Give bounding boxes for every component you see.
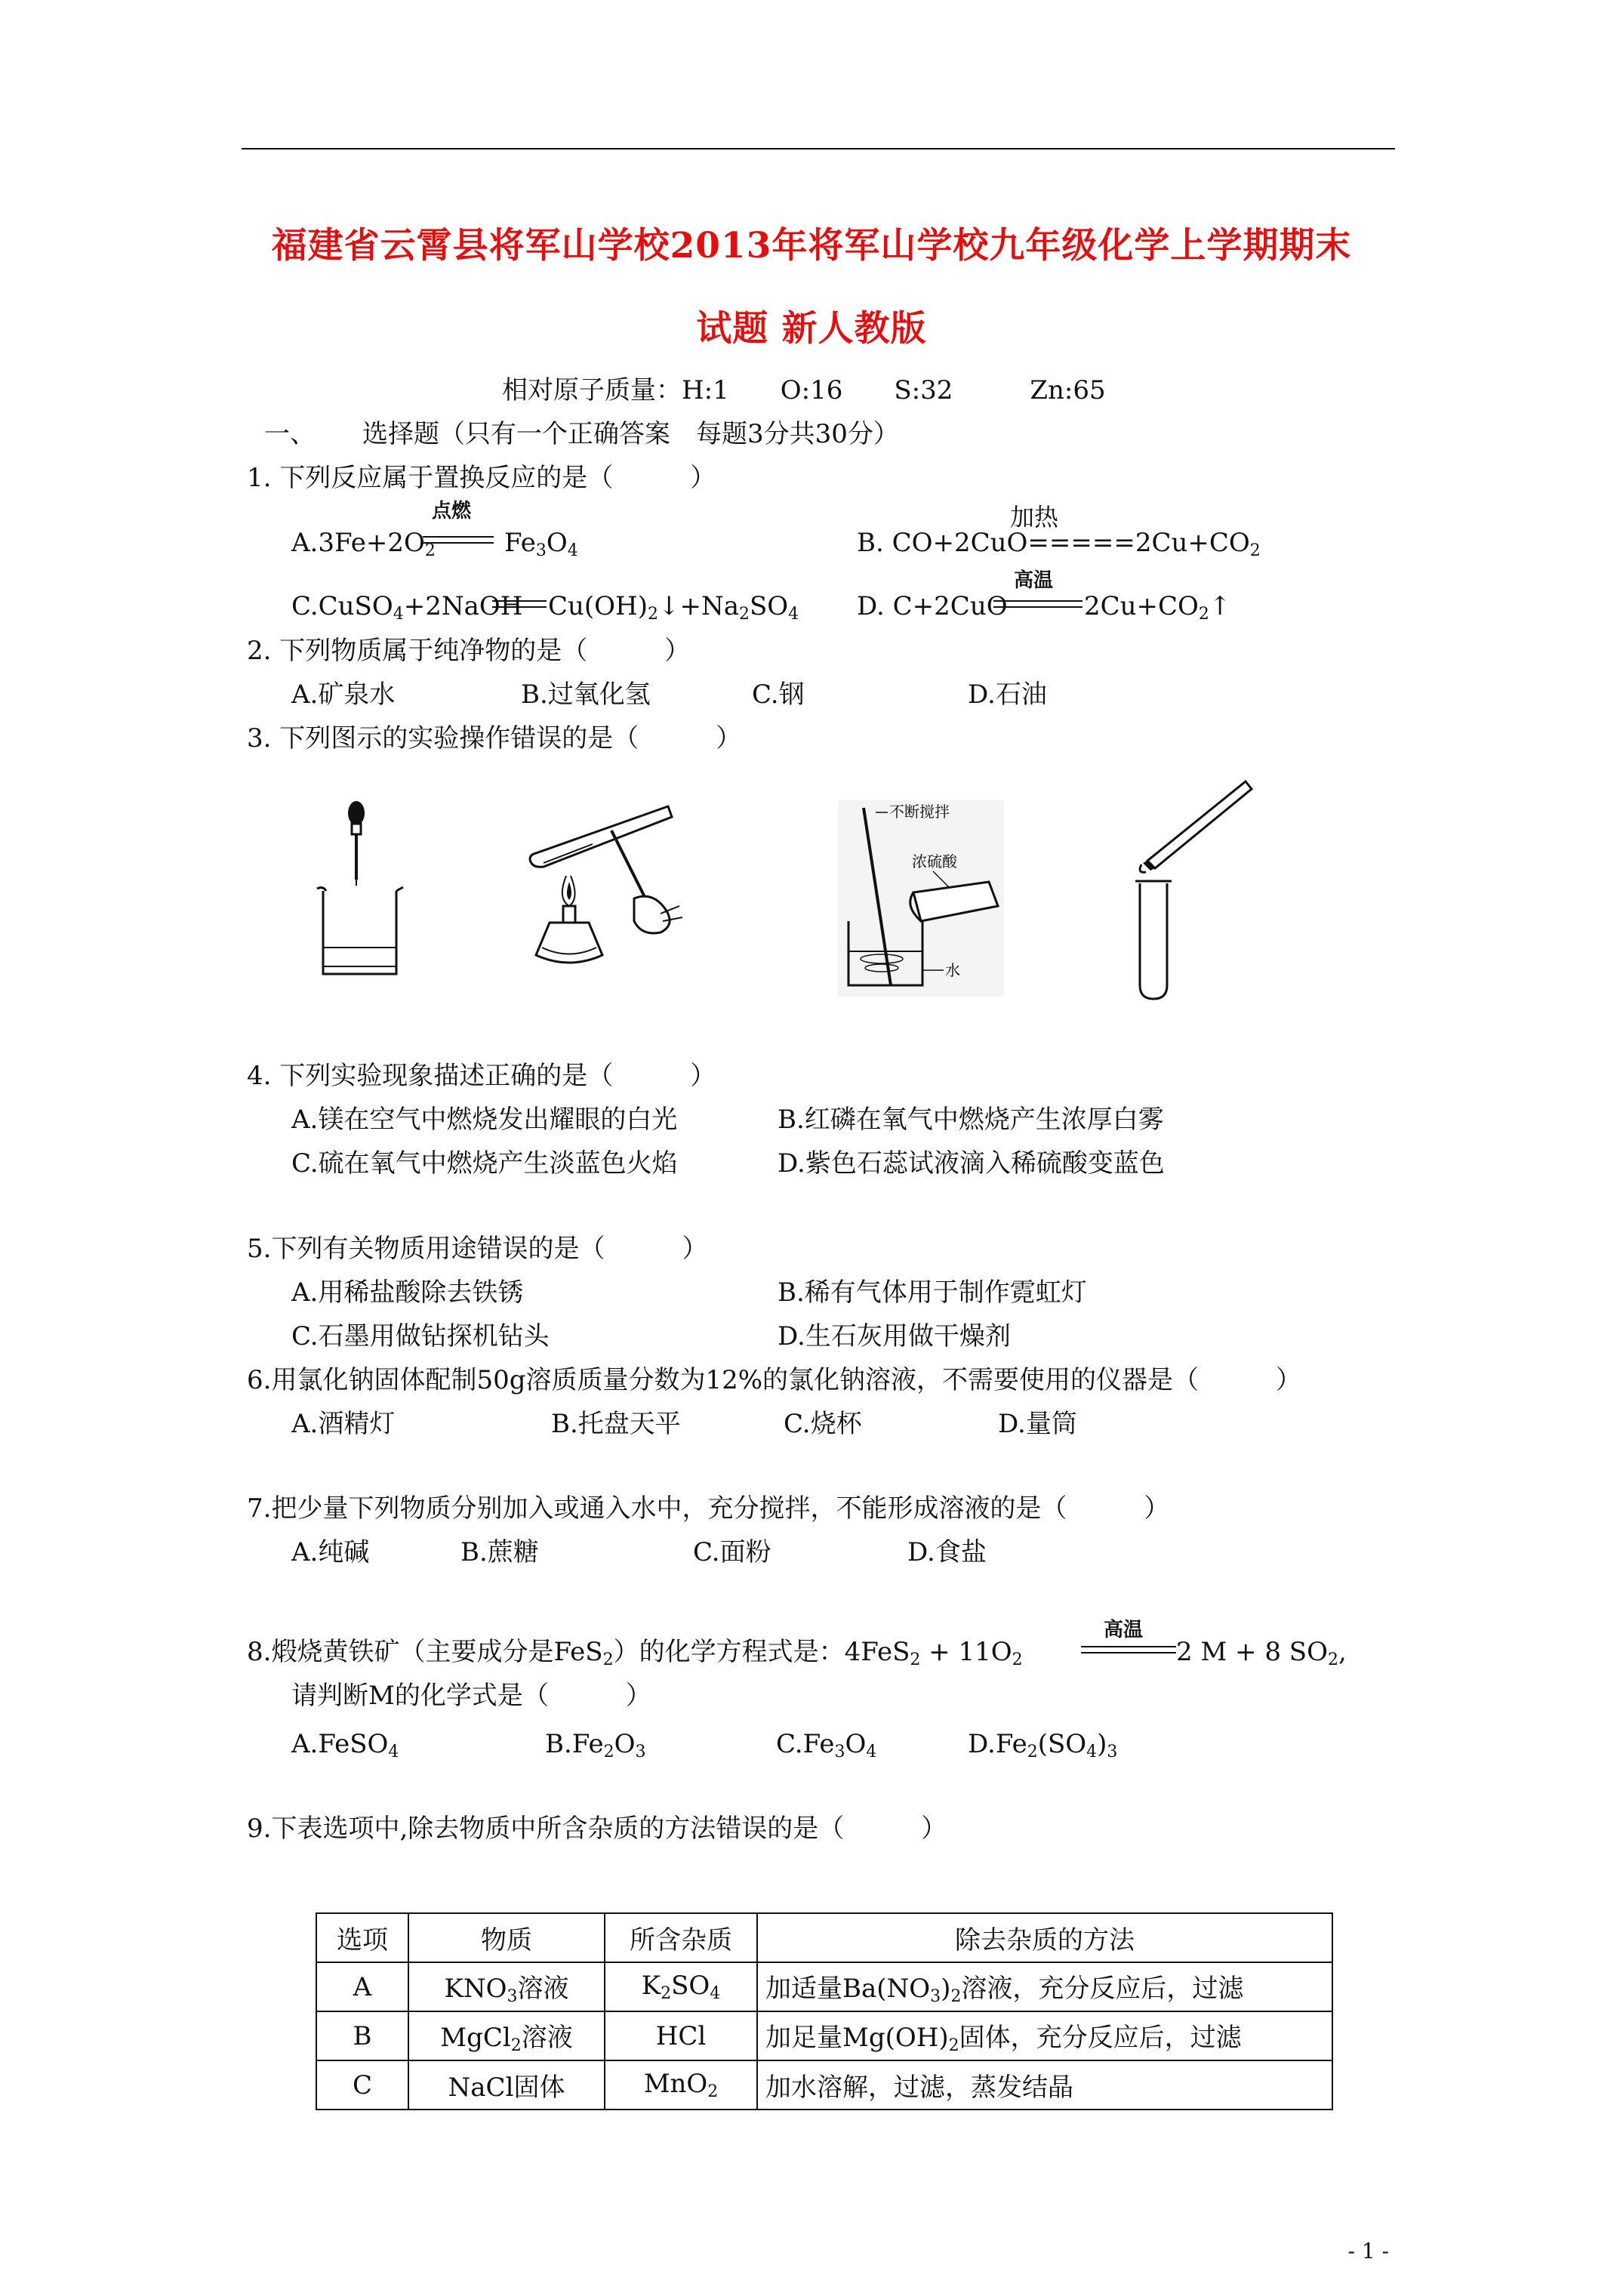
q2-option-c: C.钢 (752, 680, 805, 710)
table-header-row (316, 1913, 1332, 1962)
q8-option-a: A.FeSO$_4$ (291, 1729, 399, 1761)
page-title-line2: 试题 新人教版 (696, 308, 927, 350)
section-number: 一、 (264, 419, 316, 449)
row-impurity: HCl (605, 2011, 757, 2060)
row-substance: NaCl固体 (408, 2060, 605, 2110)
atomic-mass: 相对原子质量：H:1 O:16 S:32 Zn:65 (502, 375, 1106, 405)
q7-option-c: C.面粉 (693, 1537, 771, 1567)
q2-option-a: A.矿泉水 (291, 680, 396, 710)
header-impurity: 所含杂质 (605, 1913, 757, 1962)
q7-option-a: A.纯碱 (291, 1537, 370, 1567)
q5-option-c: C.石墨用做钻探机钻头 (291, 1321, 550, 1351)
row-impurity: $K_2SO_4$ (605, 1962, 757, 2011)
q1-option-d: D. C+2CuO (857, 591, 1008, 621)
q8-condition: 高温 (1104, 1619, 1144, 1641)
q5-option-b: B.稀有气体用于制作霓虹灯 (778, 1277, 1087, 1308)
q6-option-c: C.烧杯 (784, 1409, 862, 1439)
q9-table (316, 1912, 1333, 2110)
label-water: 水 (945, 961, 960, 979)
q5-stem: 5.下列有关物质用途错误的是（ ） (247, 1234, 708, 1264)
row-option: B (316, 2011, 408, 2060)
q8-line2: 请判断M的化学式是（ ） (291, 1681, 651, 1711)
q5-option-a: A.用稀盐酸除去铁锈 (291, 1277, 524, 1308)
q6-option-a: A.酒精灯 (291, 1409, 396, 1439)
q8-equals (1081, 1646, 1176, 1653)
q4-option-d: D.紫色石蕊试液滴入稀硫酸变蓝色 (778, 1148, 1165, 1179)
q2-stem: 2. 下列物质属于纯净物的是（ ） (247, 636, 691, 666)
header-rule (242, 148, 1395, 149)
header-substance: 物质 (408, 1913, 605, 1962)
q1-option-a: $A.3Fe+2O_2$ (291, 528, 436, 560)
q1-c-equals (492, 600, 547, 608)
q1-d-equals (993, 600, 1083, 608)
row-impurity: MnO$_2$ (605, 2060, 757, 2110)
row-option: A (316, 1962, 408, 2011)
table-row (316, 2011, 1332, 2060)
figure-diluting-acid (838, 800, 1004, 997)
header-method: 除去杂质的方法 (757, 1913, 1332, 1962)
table-row (316, 1962, 1332, 2011)
q4-option-a: A.镁在空气中燃烧发出耀眼的白光 (291, 1105, 678, 1135)
q7-option-d: D.食盐 (907, 1537, 987, 1567)
q1-b-condition: 加热 (1010, 503, 1059, 532)
q6-stem: 6.用氯化钠固体配制50g溶质质量分数为12%的氯化钠溶液，不需要使用的仪器是（ ） (247, 1365, 1302, 1395)
label-acid: 浓硫酸 (912, 852, 957, 871)
section-label: 选择题（只有一个正确答案 每题3分共30分） (362, 419, 899, 449)
row-method: 加适量$Ba(NO_3)_2$溶液，充分反应后，过滤 (757, 1962, 1332, 2011)
q7-stem: 7.把少量下列物质分别加入或通入水中，充分搅拌，不能形成溶液的是（ ） (247, 1493, 1170, 1524)
q3-stem: 3. 下列图示的实验操作错误的是（ ） (247, 723, 742, 754)
row-method: 加水溶解，过滤，蒸发结晶 (757, 2060, 1332, 2110)
q9-stem: 9.下表选项中,除去物质中所含杂质的方法错误的是（ ） (247, 1814, 947, 1844)
q1-a-product: $Fe_3O_4$ (504, 528, 578, 560)
q8-option-d: $D.Fe_2(SO_4)_3$ (968, 1729, 1118, 1761)
q1-a-condition: 点燃 (432, 500, 472, 522)
table-row (316, 2060, 1332, 2110)
figure-dropper-beaker (310, 797, 415, 982)
q8-stem: 8.煅烧黄铁矿（主要成分是FeS$_2$）的化学方程式是：$4FeS_2 + 11O_2$ (247, 1637, 1023, 1669)
q7-option-b: B.蔗糖 (460, 1537, 539, 1567)
q1-option-b: B. $CO+2CuO=====2Cu+CO_2$ (857, 528, 1261, 560)
figure-heating-test-tube (521, 793, 694, 978)
q6-option-b: B.托盘天平 (551, 1409, 681, 1439)
label-stir: 不断搅拌 (889, 803, 950, 821)
q1-a-equals (423, 536, 494, 544)
q1-option-c: C.CuSO$_4$+2NaOH (291, 591, 523, 624)
row-substance: MgCl$_2$溶液 (408, 2011, 605, 2060)
q4-option-c: C.硫在氧气中燃烧产生淡蓝色火焰 (291, 1148, 678, 1179)
page-number: - 1 - (1347, 2239, 1389, 2264)
page-title-line1: 福建省云霄县将军山学校2013年将军山学校九年级化学上学期期末 (271, 225, 1352, 267)
q1-c-product: $Cu(OH)_2↓+Na_2SO_4$ (548, 591, 799, 624)
row-substance: $KNO_3$溶液 (408, 1962, 605, 2011)
q2-option-d: D.石油 (968, 680, 1047, 710)
q1-stem: 1. 下列反应属于置换反应的是（ ） (247, 463, 716, 493)
figure-test-tube-insert (1132, 774, 1268, 1000)
q8-option-b: $B.Fe_2O_3$ (545, 1729, 646, 1761)
q4-stem: 4. 下列实验现象描述正确的是（ ） (247, 1061, 716, 1091)
q8-product: 2 M + 8 $SO_2$, (1176, 1637, 1347, 1669)
header-option: 选项 (316, 1913, 408, 1962)
q6-option-d: D.量筒 (998, 1409, 1077, 1439)
q8-option-c: $C.Fe_3O_4$ (776, 1729, 877, 1761)
q5-option-d: D.生石灰用做干燥剂 (778, 1321, 1011, 1351)
q1-d-product: $2Cu+CO_2↑$ (1084, 591, 1231, 624)
row-option: C (316, 2060, 408, 2110)
q1-d-condition: 高温 (1014, 569, 1054, 592)
q4-option-b: B.红磷在氧气中燃烧产生浓厚白雾 (778, 1105, 1164, 1135)
row-method: 加足量$Mg(OH)_2$固体，充分反应后，过滤 (757, 2011, 1332, 2060)
q2-option-b: B.过氧化氢 (521, 680, 651, 710)
